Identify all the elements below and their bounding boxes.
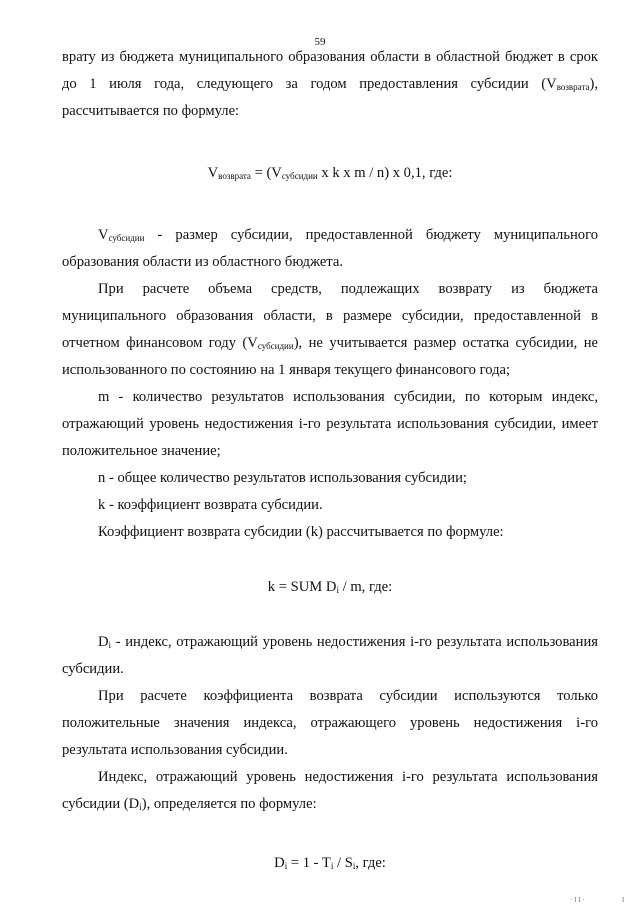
paragraph-calculation: При расчете объема средств, подлежащих возврату из бюджета муниципального образования области, в размере субсидии, предоставленной в отчетном финансовом году $(V_{субсидии})$, не учитывается размер остатка субсидии, не использованного по состоянию на 1 января текущего финансового года; <box>62 281 598 378</box>
paragraph-index-formula-intro: Индекс, отражающий уровень недостижения i-го результата использования субсидии $(D_i)$, определяется по формуле: <box>62 769 598 812</box>
formula-d: $D_i = 1 - T_i / S_i$, где: <box>274 855 386 871</box>
formula-v-return: $V_{возврата} = (V_{субсидии}$ x k x m / n) x 0,1, где: <box>207 165 453 181</box>
definition-n: n - общее количество результатов использования субсидии; <box>98 470 467 486</box>
definition-v-subsidy: $V_{субсидии}$ - размер субсидии, предоставленной бюджету муниципального образования области из областного бюджета. <box>62 227 598 270</box>
paragraph-k-formula-intro: Коэффициент возврата субсидии (k) рассчитывается по формуле: <box>98 524 504 540</box>
document-body <box>62 44 598 877</box>
scan-mark: I <box>622 896 625 904</box>
page-number: 59 <box>314 36 326 48</box>
definition-k: k - коэффициент возврата субсидии. <box>98 497 323 513</box>
scan-mark: · I I · <box>570 896 585 904</box>
definition-d: $D_i$ - индекс, отражающий уровень недостижения i-го результата использования субсидии. <box>62 634 598 677</box>
definition-m: m - количество результатов использования субсидии, по которым индекс, отражающий уровень недостижения i-го результата использования субсидии, имеет положительное значение; <box>62 389 598 459</box>
paragraph-intro: врату из бюджета муниципального образования области в областной бюджет в срок до 1 июля года, следующего за годом предоставления субсидии $(V_{возврата})$, рассчитывается по формуле: <box>62 49 598 119</box>
paragraph-positive-values: При расчете коэффициента возврата субсидии используются только положительные значения индекса, отражающего уровень недостижения i-го результата использования субсидии. <box>62 688 598 758</box>
formula-k: k = SUM $D_i$ / m, где: <box>267 579 393 595</box>
